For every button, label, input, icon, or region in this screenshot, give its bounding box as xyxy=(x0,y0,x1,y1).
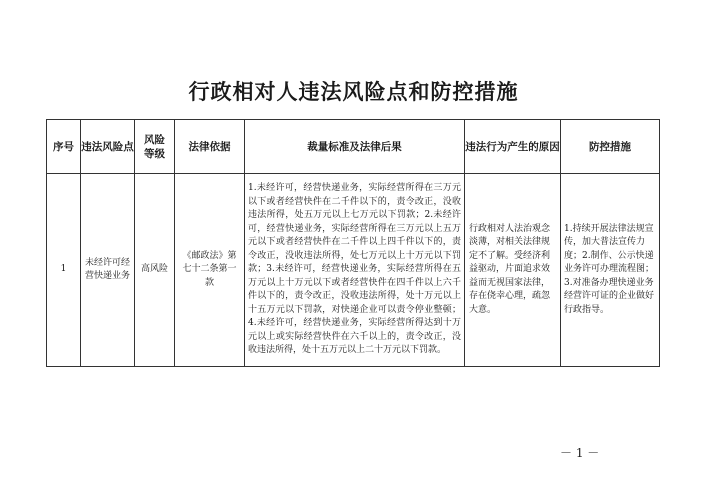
risk-table xyxy=(46,119,660,367)
table-row xyxy=(47,174,660,367)
table-header-row xyxy=(47,120,660,174)
cell-legal-basis: 《邮政法》第七十二条第一款 xyxy=(175,174,245,367)
cell-sanction: 1.未经许可，经营快递业务，实际经营所得在三万元以下或者经营快件在二千件以下的，责令改正，没收违法所得，处五万元以上七万元以下罚款；2.未经许可，经营快递业务，实际经营所得在三万元以上五万元以下或者经营快件在二千件以上四千件以下的，责令改正，没收违法所得，处七万元以上十万元以下罚款；3.未经许可，经营快递业务，实际经营所得在五万元以上十万元以下或者经营快件在四千件以上六千件以下的，责令改正，没收违法所得，处十万元以上十五万元以下罚款，对快递企业可以责令停业整顿；4.未经许可，经营快递业务，实际经营所得达到十万元以上或实际经营快件在六千以上的，责令改正，没收违法所得，处十五万元以上二十万元以下罚款。 xyxy=(245,174,465,367)
header-seq: 序号 xyxy=(47,120,81,174)
header-sanction: 裁量标准及法律后果 xyxy=(245,120,465,174)
cell-seq: 1 xyxy=(47,174,81,367)
cell-risk-point: 未经许可经营快递业务 xyxy=(81,174,135,367)
header-risk-level: 风险等级 xyxy=(135,120,175,174)
header-measures: 防控措施 xyxy=(561,120,660,174)
cell-measures: 1.持续开展法律法规宣传，加大普法宣传力度；2.制作、公示快递业务许可办理流程图；3.对准备办理快递业务经营许可证的企业做好行政指导。 xyxy=(561,174,660,367)
header-risk-point: 违法风险点 xyxy=(81,120,135,174)
cell-risk-level: 高风险 xyxy=(135,174,175,367)
header-cause: 违法行为产生的原因 xyxy=(465,120,561,174)
page-title: 行政相对人违法风险点和防控措施 xyxy=(188,80,519,104)
header-legal-basis: 法律依据 xyxy=(175,120,245,174)
cell-cause: 行政相对人法治观念淡薄，对相关法律规定不了解。受经济利益驱动，片面追求效益而无视国家法律，存在侥幸心理，疏忽大意。 xyxy=(465,174,561,367)
page-number: － 1 － xyxy=(560,446,600,460)
